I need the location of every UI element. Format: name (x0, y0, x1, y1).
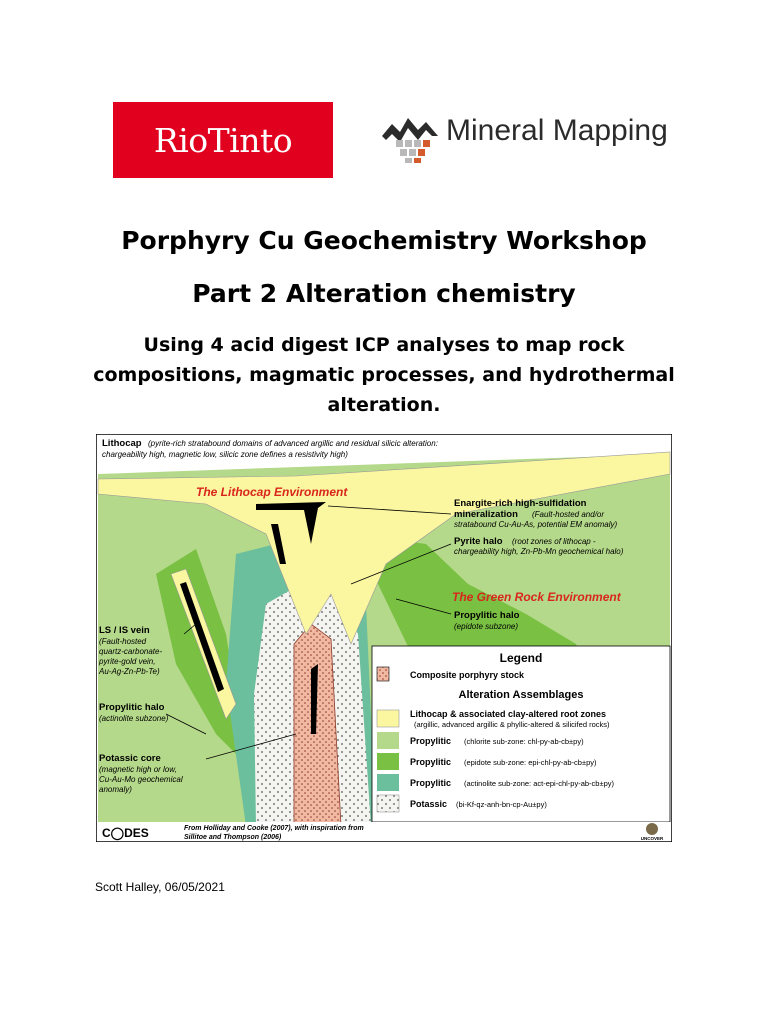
pyrite-desc: (root zones of lithocap - (512, 537, 596, 546)
legend-epidote-desc: (epidote sub-zone: epi-chl-py-ab-cb±py) (464, 758, 597, 767)
legend-chlorite: Propylitic (410, 736, 452, 746)
pyrite-label: Pyrite halo (454, 536, 503, 547)
lithocap-desc-1: (pyrite-rich stratabound domains of advanced argillic and residual silicic alteration: (148, 439, 438, 448)
ls-vein-desc-3: pyrite-gold vein, (99, 657, 156, 666)
enargite-label-2: mineralization (454, 509, 518, 520)
credit-line-1: From Holliday and Cooke (2007), with inspiration from (184, 825, 364, 832)
legend-potassic: Potassic (410, 799, 448, 809)
author-date: Scott Halley, 06/05/2021 (95, 880, 225, 894)
potassic-core-desc-2: Cu-Au-Mo geochemical (99, 775, 183, 784)
ls-vein-desc-1: (Fault-hosted (99, 637, 147, 646)
legend-assemblages: Alteration Assemblages (458, 689, 584, 701)
legend (372, 646, 670, 822)
mineral-mapping-wordmark: Mineral Mapping (446, 114, 668, 147)
credit-line-2: Sillitoe and Thompson (2006) (184, 834, 282, 841)
uncover-logo-icon (646, 823, 658, 835)
enargite-desc: (Fault-hosted and/or (532, 510, 605, 519)
lithocap-desc-2: chargeability high, magnetic low, silicic zone defines a resistivity high) (102, 450, 348, 459)
legend-lithocap-desc: (argillic, advanced argillic & phyllic-altered & silicifed rocks) (414, 720, 610, 729)
page-subtitle: Part 2 Alteration chemistry (192, 279, 576, 308)
page-title: Porphyry Cu Geochemistry Workshop (121, 226, 647, 255)
legend-potassic-desc: (bi-Kf-qz-anh-bn-cp-Au±py) (456, 800, 547, 809)
pyrite-desc-2: chargeability high, Zn-Pb-Mn geochemical halo) (454, 547, 624, 556)
ls-vein-desc-2: quartz-carbonate- (99, 647, 163, 656)
riotinto-wordmark: RioTinto (153, 120, 293, 160)
page-description: Using 4 acid digest ICP analyses to map rock compositions, magmatic processes, and hydrothermal alteration. (93, 334, 675, 416)
legend-chlorite-desc: (chlorite sub-zone: chl-py-ab-cb±py) (464, 737, 584, 746)
enargite-desc-2: stratabound Cu-Au-As, potential EM anomaly) (454, 520, 618, 529)
lithocap-env-title: The Lithocap Environment (196, 485, 348, 499)
legend-title: Legend (499, 651, 543, 665)
ls-vein-label: LS / IS vein (99, 625, 150, 636)
enargite-label: Enargite-rich high-sulfidation (454, 498, 587, 509)
legend-stock: Composite porphyry stock (410, 670, 525, 680)
legend-actinolite-desc: (actinolite sub-zone: act-epi-chl-py-ab-cb±py) (464, 779, 615, 788)
propylitic-actinolite-label: Propylitic halo (99, 702, 165, 713)
uncover-label: UNCOVER (640, 836, 664, 841)
potassic-core-desc-1: (magnetic high or low, (99, 765, 177, 774)
legend-actinolite: Propylitic (410, 778, 452, 788)
potassic-core-label: Potassic core (99, 753, 161, 764)
propylitic-actinolite-desc: (actinolite subzone) (99, 714, 169, 723)
legend-epidote: Propylitic (410, 757, 452, 767)
propylitic-epidote-desc: (epidote subzone) (454, 622, 519, 631)
potassic-core-desc-3: anomaly) (99, 785, 132, 794)
riotinto-logo (113, 102, 333, 178)
legend-lithocap: Lithocap & associated clay-altered root zones (410, 709, 607, 719)
ls-vein-desc-4: Au-Ag-Zn-Pb-Te) (99, 667, 160, 676)
codes-logo: C◯DES (102, 826, 149, 840)
porphyry-diagram (96, 434, 672, 842)
propylitic-epidote-label: Propylitic halo (454, 610, 520, 621)
lithocap-label: Lithocap (102, 438, 142, 449)
green-env-title: The Green Rock Environment (452, 590, 621, 604)
